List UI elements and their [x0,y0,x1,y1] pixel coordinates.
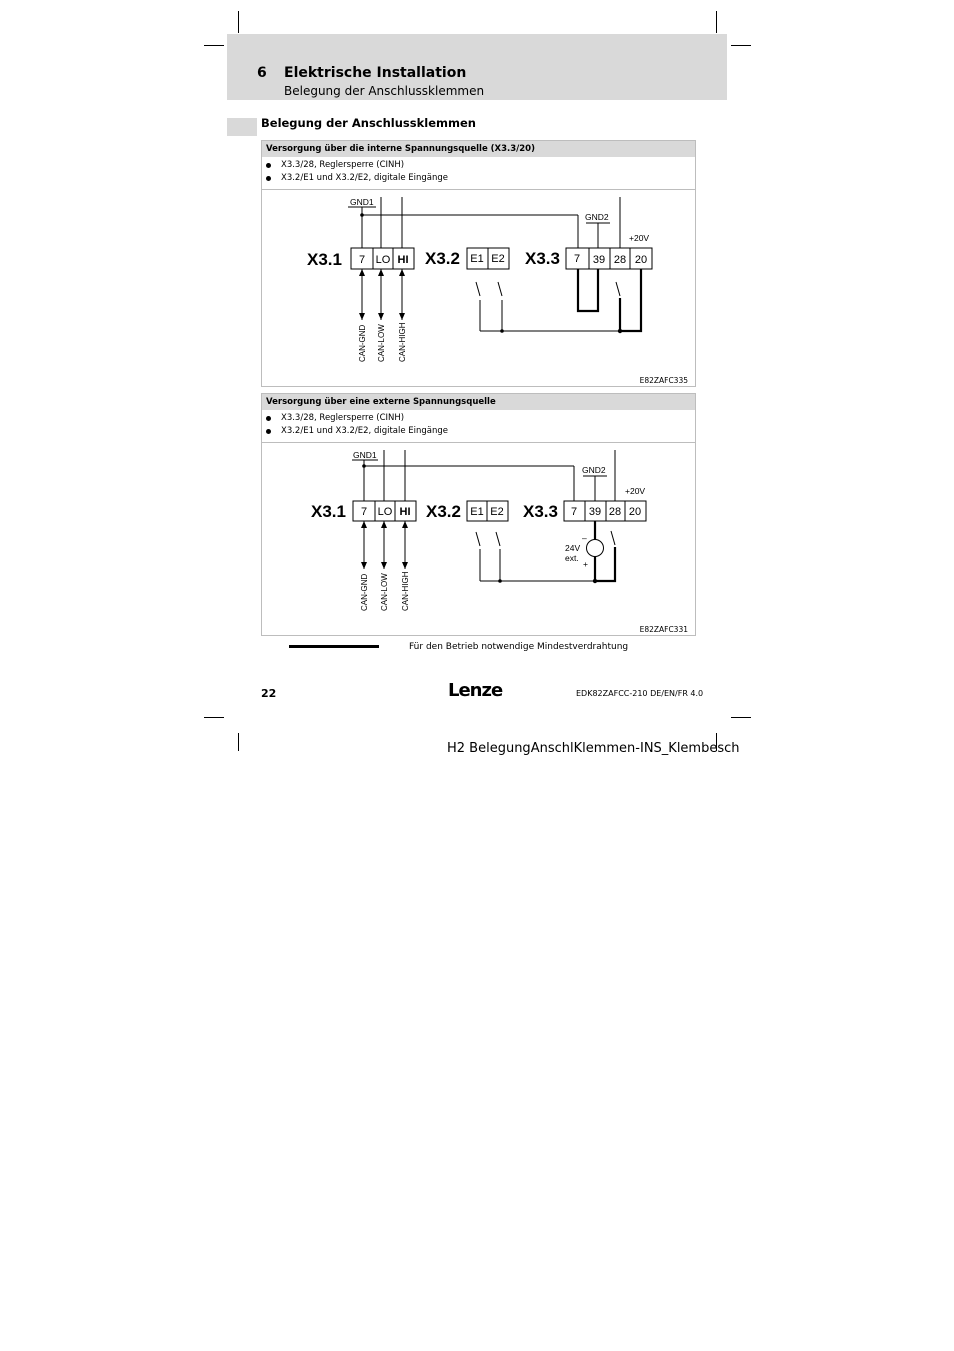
terminal-label: LO [375,254,391,266]
terminal-label: 28 [608,506,622,518]
minus-sign: – [582,533,587,543]
x31-label: X3.1 [307,250,342,269]
terminal-label: HI [397,254,409,266]
chapter-subtitle: Belegung der Anschlussklemmen [284,84,485,98]
bullet-item: X3.2/E1 und X3.2/E2, digitale Eingänge [262,425,695,438]
wiring-diagram [262,443,695,636]
ext-voltage-label: 24V [565,543,581,553]
terminal-label: 39 [588,506,602,518]
terminal-label: HI [399,506,411,518]
bullet-item: X3.2/E1 und X3.2/E2, digitale Eingänge [262,172,695,185]
terminal-label: 7 [570,506,578,518]
crop-mark [204,45,224,46]
plus20v-label: +20V [625,486,646,496]
crop-mark [731,717,751,718]
crop-mark [238,11,239,33]
gnd1-label: GND1 [350,197,374,207]
legend-line-sample [289,645,379,648]
terminal-label: 7 [358,254,366,266]
chapter-title: Elektrische Installation [284,65,467,81]
crop-mark [716,11,717,33]
lenze-logo: Lenze [448,680,503,701]
bullet-item: X3.3/28, Reglersperre (CINH) [262,159,695,172]
legend-text: Für den Betrieb notwendige Mindestverdrahtung [409,642,629,652]
document-code: EDK82ZAFCC-210 DE/EN/FR 4.0 [576,689,704,698]
terminal-label: E1 [470,506,484,518]
terminal-label: 39 [592,254,606,266]
terminal-label: E1 [470,253,484,265]
wiring-diagram-svg [262,190,695,387]
terminal-label: 7 [573,253,581,265]
bullet-list [262,157,695,190]
x31-label: X3.1 [311,502,346,521]
section-marker [227,118,257,136]
figure-code: E82ZAFC335 [639,376,688,385]
section-title: Belegung der Anschlussklemmen [261,116,476,130]
plus-sign: + [583,559,588,569]
bullet-list [262,410,695,443]
chapter-number: 6 [257,65,267,81]
page-number: 22 [261,687,277,700]
x33-label: X3.3 [523,502,558,521]
file-name: H2 BelegungAnschlKlemmen-INS_Klembesch [447,741,740,756]
x33-label: X3.3 [525,249,560,268]
crop-mark [731,45,751,46]
can-gnd-label: CAN-GND [358,324,367,362]
wiring-diagram [262,190,695,387]
panel-external-supply [261,393,696,636]
terminal-label: 28 [613,254,627,266]
panel-title: Versorgung über eine externe Spannungsquelle [262,394,695,410]
can-high-label: CAN-HIGH [401,571,410,611]
figure-code: E82ZAFC331 [639,625,688,634]
crop-mark [238,733,239,751]
panel-title: Versorgung über die interne Spannungsquelle (X3.3/20) [262,141,695,157]
terminal-label: 20 [628,506,642,518]
terminal-label: LO [377,506,393,518]
can-gnd-label: CAN-GND [360,573,369,611]
x32-label: X3.2 [425,249,460,268]
terminal-label: 7 [360,506,368,518]
gnd2-label: GND2 [585,212,609,222]
plus20v-label: +20V [629,233,650,243]
can-high-label: CAN-HIGH [398,322,407,362]
bullet-item: X3.3/28, Reglersperre (CINH) [262,412,695,425]
can-low-label: CAN-LOW [377,324,386,362]
panel-internal-supply [261,140,696,387]
gnd2-label: GND2 [582,465,606,475]
ext-label: ext. [565,553,579,563]
wiring-diagram-svg [262,443,695,636]
can-low-label: CAN-LOW [380,573,389,611]
terminal-label: E2 [491,253,505,265]
crop-mark [204,717,224,718]
x32-label: X3.2 [426,502,461,521]
terminal-label: E2 [490,506,504,518]
gnd1-label: GND1 [353,450,377,460]
terminal-label: 20 [634,254,648,266]
